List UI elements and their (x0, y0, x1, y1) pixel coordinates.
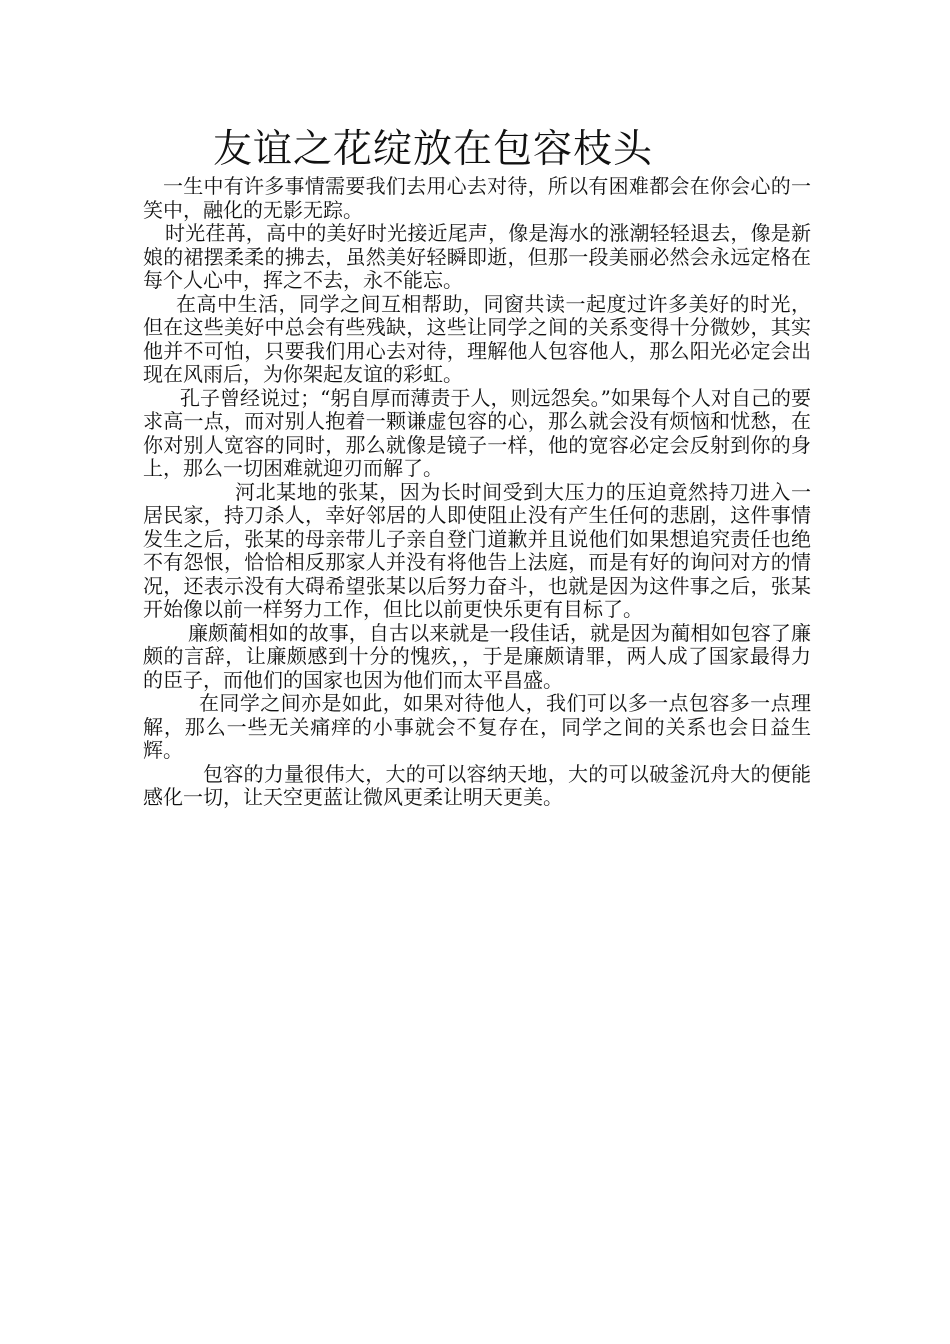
essay-body (143, 175, 811, 810)
essay-title: 友谊之花绽放在包容枝头 (213, 127, 654, 172)
paragraph-2: 时光荏苒，高中的美好时光接近尾声，像是海水的涨潮轻轻退去，像是新娘的裙摆柔柔的拂去，虽然美好轻瞬即逝，但那一段美丽必然会永远定格在每个人心中，挥之不去，永不能忘。 (143, 221, 811, 292)
paragraph-1: 一生中有许多事情需要我们去用心去对待，所以有困难都会在你会心的一笑中，融化的无影无踪。 (143, 174, 811, 222)
paragraph-3: 在高中生活，同学之间互相帮助，同窗共读一起度过许多美好的时光，但在这些美好中总会有些残缺，这些让同学之间的关系变得十分微妙，其实他并不可怕，只要我们用心去对待，理解他人包容他人，那么阳光必定会出现在风雨后，为你架起友谊的彩虹。 (143, 291, 811, 386)
paragraph-7: 在同学之间亦是如此，如果对待他人，我们可以多一点包容多一点理解，那么一些无关痛痒的小事就会不复存在，同学之间的关系也会日益生辉。 (143, 691, 811, 762)
paragraph-6: 廉颇蔺相如的故事，自古以来就是一段佳话，就是因为蔺相如包容了廉颇的言辞，让廉颇感到十分的愧疚，，于是廉颇请罪，两人成了国家最得力的臣子，而他们的国家也因为他们而太平昌盛。 (143, 620, 811, 692)
paragraph-8: 包容的力量很伟大，大的可以容纳天地，大的可以破釜沉舟大的便能感化一切，让天空更蓝让微风更柔让明天更美。 (143, 761, 811, 809)
paragraph-4: 孔子曾经说过；“躬自厚而薄责于人，则远怨矣。”如果每个人对自己的要求高一点，而对别人抱着一颗谦虚包容的心，那么就会没有烦恼和忧愁，在你对别人宽容的同时，那么就像是镜子一样，他的宽容必定会反射到你的身上，那么一切困难就迎刃而解了。 (143, 385, 811, 480)
paragraph-5: 河北某地的张某，因为长时间受到大压力的压迫竟然持刀进入一居民家，持刀杀人，幸好邻居的人即使阻止没有产生任何的悲剧，这件事情发生之后，张某的母亲带儿子亲自登门道歉并且说他们如果想追究责任也绝不有怨恨，恰恰相反那家人并没有将他告上法庭，而是有好的询问对方的情况，还表示没有大碍希望张某以后努力奋斗，也就是因为这件事之后，张某开始像以前一样努力工作，但比以前更快乐更有目标了。 (143, 479, 811, 621)
